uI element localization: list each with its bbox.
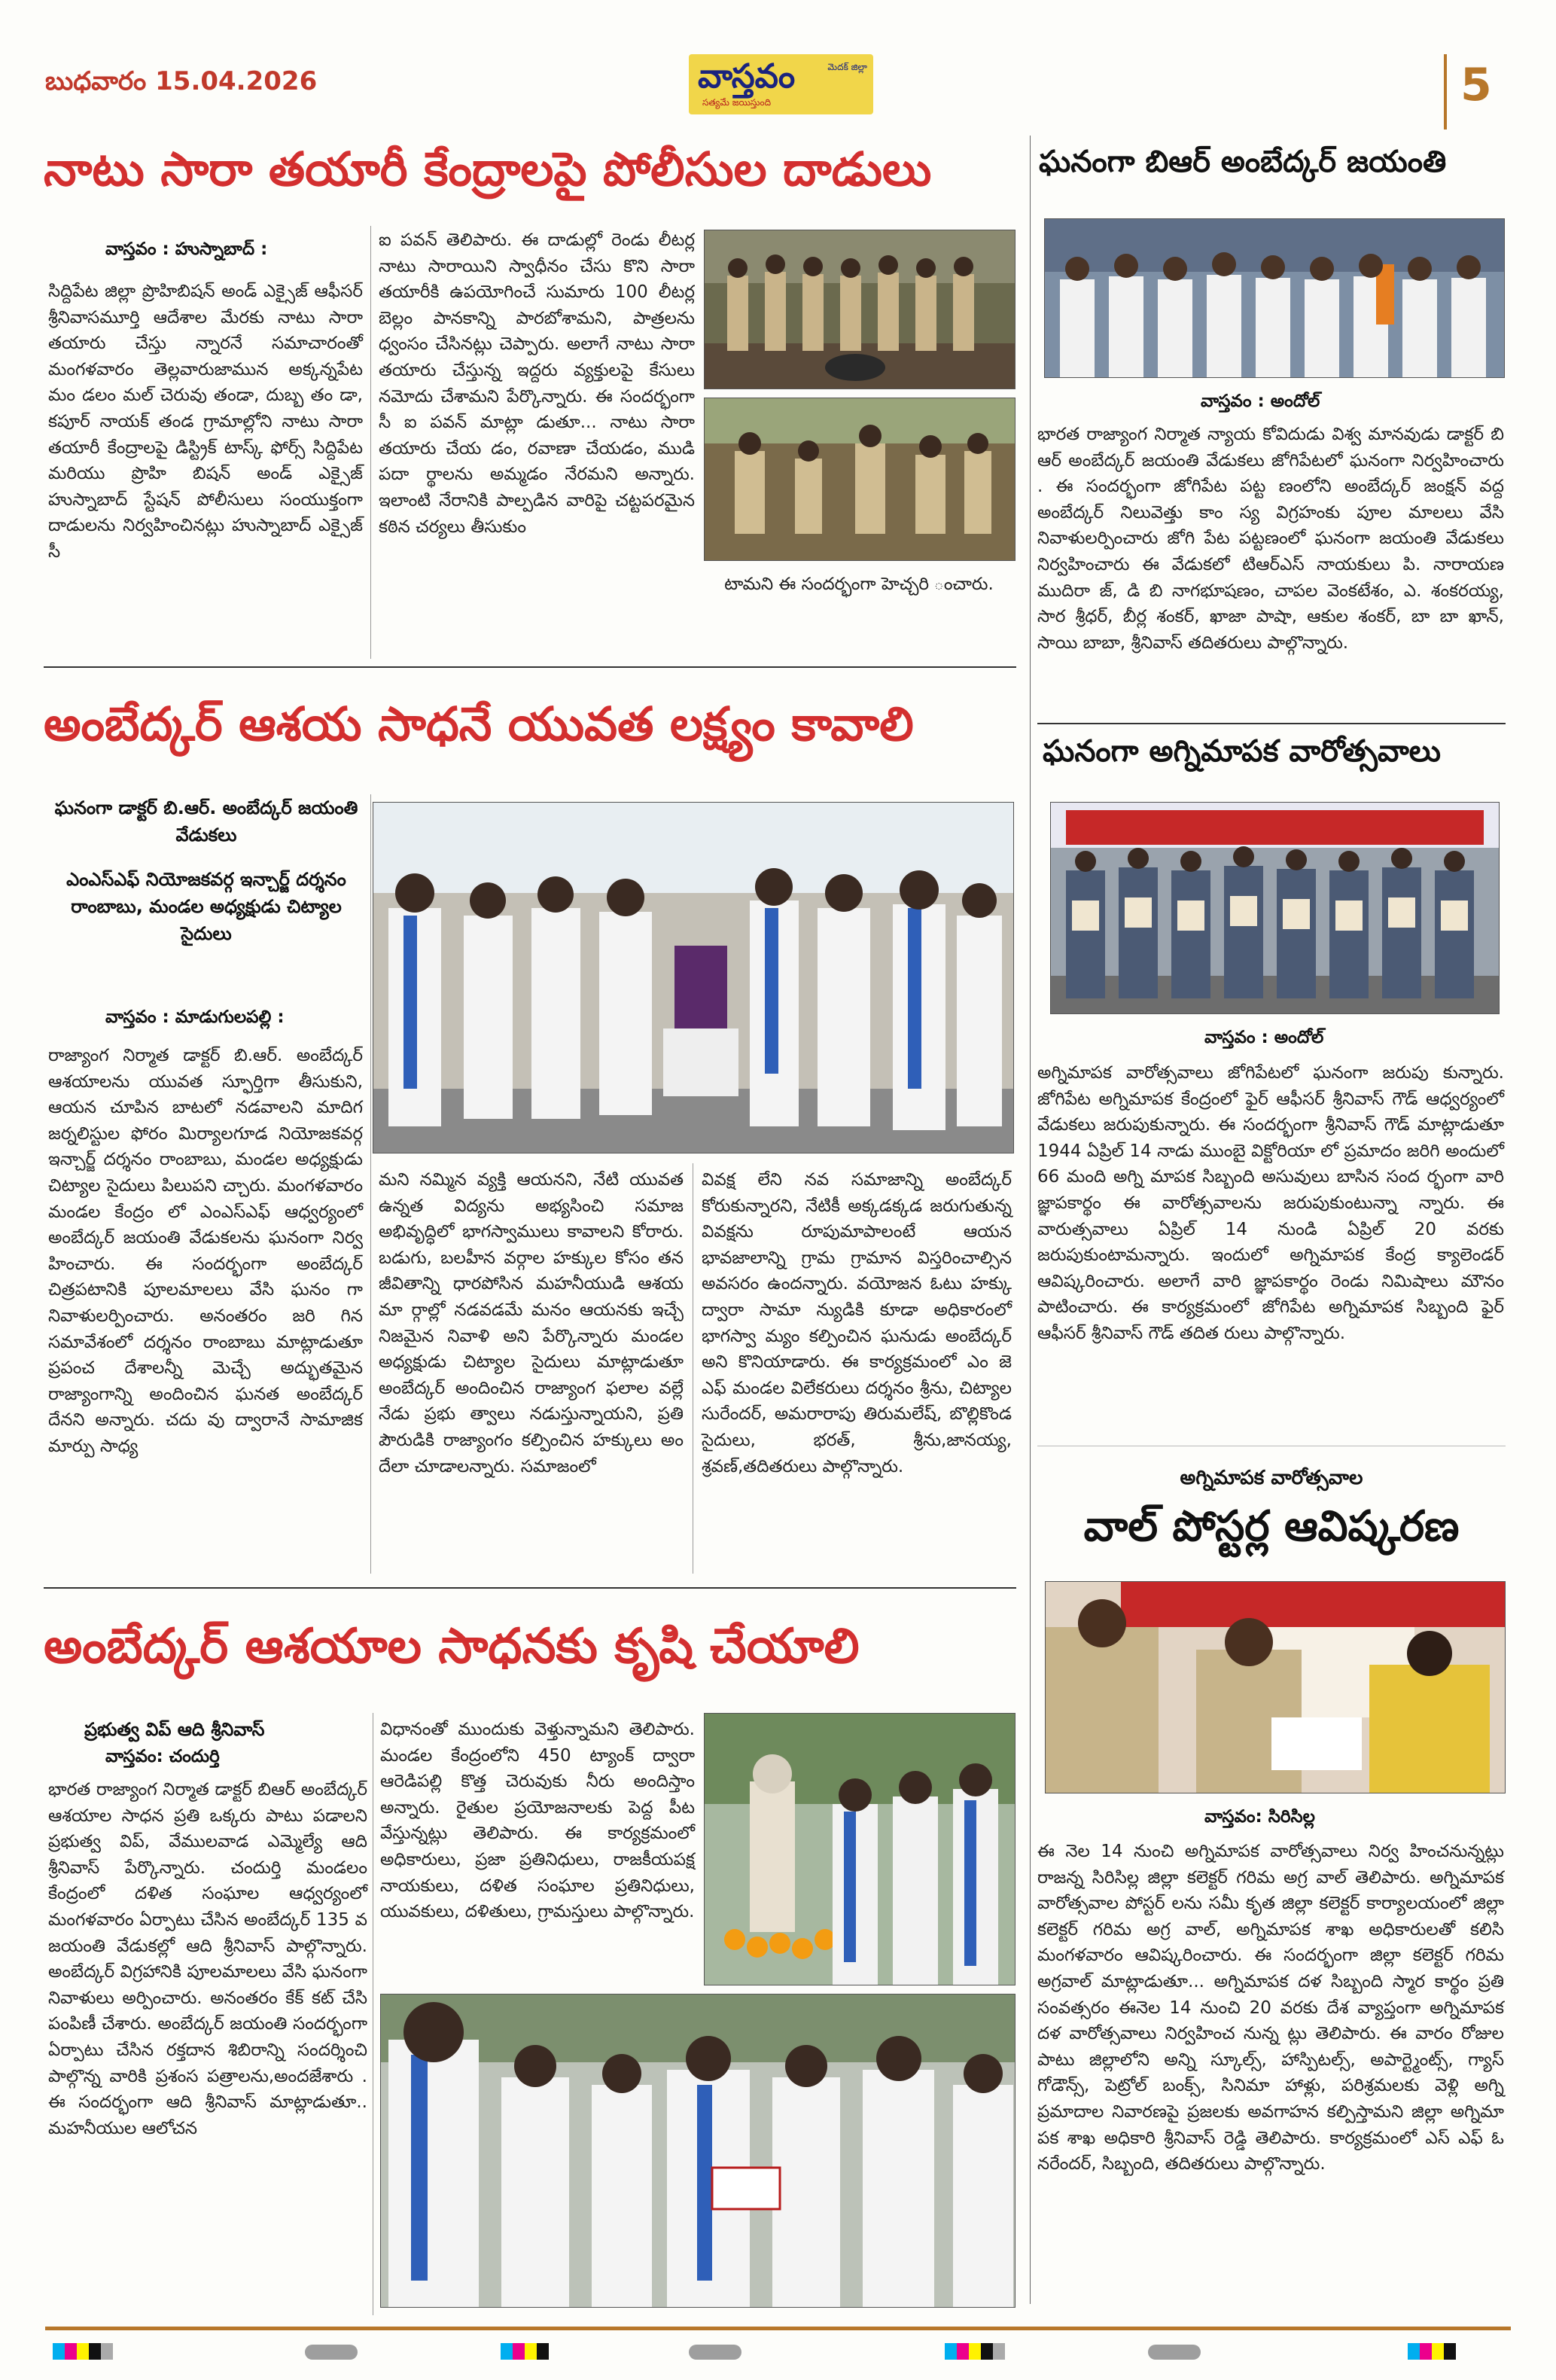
registration-mark [1148,2345,1201,2360]
story6-headline: అంబేద్కర్ ఆశయాల సాధనకు కృషి చేయాలి [44,1619,860,1675]
column-divider [370,794,371,1574]
story5-photo-poster-release [1045,1581,1506,1793]
story1-col1 [48,279,363,565]
registration-colour-bar [945,2343,1005,2360]
story5-body [1037,1839,1504,2177]
police-field-photo-illustration [705,398,1015,560]
story5-body-text: ఈ నెల 14 నుంచి అగ్నిమాపక వారోత్సవాలు నిర్వ హించనున్నట్లు రాజన్న సిరిసిల్ల జిల్లా కలెక్టర్ గరిమ అగ్ర వాల్ తెలిపారు. అగ్నిమాపక వారోత్సవాల పోస్టర్ లను సమీ కృత జిల్లా కలెక్టర్ కార్యాలయంలో జిల్లా కలెక్టర్ గరిమ అగ్ర వాల్, అగ్నిమాపక శాఖ అధికారులతో కలిసి మంగళవారం ఆవిష్కరించారు. ఈ సందర్భంగా జిల్లా కలెక్టర్ గరిమ అగ్రవాల్ మాట్లాడుతూ... అగ్నిమాపక దళ సిబ్బంది స్మార కార్థం ప్రతి సంవత్సరం ఈనెల 14 నుంచి 20 వరకు దేశ వ్యాప్తంగా అగ్నిమాపక దళ వారోత్సవాలు నిర్వహించ నున్న ట్లు తెలిపారు. ఈ వారం రోజుల పాటు జిల్లాలోని అన్ని స్కూల్స్, హాస్పిటల్స్, అపార్ట్మెంట్స్, గ్యాస్ గోడౌన్స్, పెట్రోల్ బంక్స్, సినిమా హాళ్లు, పరిశ్రమలకు వెళ్లి అగ్ని ప్రమాదాల నివారణపై ప్రజలకు అవగాహన కల్పిస్తామని జిల్లా అగ్నిమా పక శాఖ అధికారి శ్రీనివాస్ రెడ్డి తెలిపారు. కార్యక్రమంలో ఎస్ ఎఫ్ ఓ నరేందర్, సిబ్బంది, తదితరులు పాల్గొన్నారు. [1037,1842,1504,2174]
story1-caption: టామని ఈ సందర్భంగా హెచ్చరి ంచారు. [724,574,994,594]
story6-col2-text: విధానంతో ముందుకు వెళ్తున్నామని తెలిపారు. మండల కేంద్రంలోని 450 ట్యాంక్ ద్వారా ఆరెడిపల్లి కొత్త చెరువుకు నీరు అందిస్తాం అన్నారు. రైతుల ప్రయోజనాలకు పెద్ద పీట వేస్తున్నట్లు తెలిపారు. ఈ కార్యక్రమంలో అధికారులు, ప్రజా ప్రతినిధులు, రాజకీయపక్ష నాయకులు, దళిత సంఘాల ప్రతినిధులు, యువకులు, దళితులు, గ్రామస్తులు పాల్గొన్నారు. [380,1720,695,1922]
story3-col2-text: మని నమ్మిన వ్యక్తి ఆయనని, నేటి యువత ఉన్నత విద్యను అభ్యసించి సమాజ అభివృద్ధిలో భాగస్వాములు కావాలని కోరారు. బడుగు, బలహీన వర్గాల హక్కుల కోసం తన జీవితాన్ని ధారపోసిన మహనీయుడి ఆశయ మా ర్గాల్లో నడవడమే మనం ఆయనకు ఇచ్చే నిజమైన నివాళి అని పేర్కొన్నారు మండల అధ్యక్షుడు చిట్యాల సైదులు మాట్లాడుతూ అంబేద్కర్ అందించిన రాజ్యాంగ ఫలాల వల్లే నేడు ప్రభు త్వాలు నడుస్తున్నాయని, ప్రతి పౌరుడికి రాజ్యాంగం కల్పించిన హక్కులు అం దేలా చూడాలన్నారు. సమాజంలో [379,1170,684,1476]
fire-staff-photo-illustration [1051,803,1499,1013]
page-number-divider [1444,54,1447,130]
masthead-title: వాస్తవం [698,57,796,96]
statue-garland-photo-illustration [705,1714,1015,1985]
story6-col1-text: భారత రాజ్యాంగ నిర్మాత డాక్టర్ బిఆర్ అంబేద్కర్ ఆశయాల సాధన ప్రతి ఒక్కరు పాటు పడాలని ప్రభుత్వ విప్, వేములవాడ ఎమ్మెల్యే ఆది శ్రీనివాస్ పేర్కొన్నారు. చందుర్తి మండలం కేంద్రంలో దళిత సంఘాల ఆధ్వర్యంలో మంగళవారం ఏర్పాటు చేసిన అంబేద్కర్ 135 వ జయంతి వేడుకల్లో ఆది శ్రీనివాస్ పాల్గొన్నారు. అంబేద్కర్ విగ్రహానికి పూలమాలలు వేసి ఘనంగా నివాళులు అర్పించారు. అనంతరం కేక్ కట్ చేసి పంపిణీ చేశారు. అంబేద్కర్ జయంతి సందర్భంగా ఏర్పాటు చేసిన రక్తదాన శిబిరాన్ని సందర్శించి పాల్గొన్న వారికి ప్రశంస పత్రాలను,అందజేశారు . ఈ సందర్భంగా ఆది శ్రీనివాస్ మాట్లాడుతూ.. మహనీయుల ఆలోచన [48,1780,367,2138]
story6-photo-certificates [380,1994,1016,2308]
story1-photo-raid-team [704,230,1016,389]
column-divider [370,226,371,659]
story4-photo-fire-station [1050,802,1500,1014]
story4-dateline: వాస్తవం : అందోల్ [1204,1028,1324,1047]
story6-subhead: ప్రభుత్వ విప్ ఆది శ్రీనివాస్ [84,1719,265,1740]
police-group-photo-illustration [705,230,1015,389]
story2-body-text: భారత రాజ్యాంగ నిర్మాత న్యాయ కోవిదుడు విశ్వ మానవుడు డాక్టర్ బి ఆర్ అంబేద్కర్ జయంతి వేడుకలు జోగిపేటలో ఘనంగా నిర్వహించారు . ఈ సందర్భంగా జోగిపేట పట్ట ణంలోని అంబేద్కర్ జంక్షన్ వద్ద అంబేద్కర్ నిలువెత్తు కాం స్య విగ్రహంకు పూల మాలలు వేసి నివాళులర్పించారు జోగి పేట పట్టణంలో ఘనంగా జయంతి వేడుకలు నిర్వహించారు ఈ వేడుకలో టిఆర్ఎస్ నాయకులు పి. నారాయణ ముదిరా జ్, డి బి నాగభూషణం, చాపల వెంకటేశం, ఎ. శంకరయ్య, సార శ్రీధర్, బీర్ల శంకర్, ఖాజా పాషా, ఆకుల శంకర్, బా బా ఖాన్, సాయి బాబా, శ్రీనివాస్ తదితరులు పాల్గొన్నారు. [1037,425,1504,653]
section-rule [44,1587,1016,1589]
story3-col1 [48,1043,363,1460]
story4-body-text: అగ్నిమాపక వారోత్సవాలు జోగిపేటలో ఘనంగా జరుపు కున్నారు. జోగిపేట అగ్నిమాపక కేంద్రంలో ఫైర్ ఆఫీసర్ శ్రీనివాస్ గౌడ్ ఆధ్వర్యంలో వేడుకలు జరుపుకున్నారు. ఈ సందర్భంగా శ్రీనివాస్ గౌడ్ మాట్లాడుతూ 1944 ఏప్రిల్ 14 నాడు ముంబై విక్టోరియా లో ప్రమాదం జరిగి అందులో 66 మంది అగ్ని మాపక సిబ్బంది అసువులు బాసిన సంద ర్భంగా వారి జ్ఞాపకార్థం ఈ వారోత్సవాలను జరుపుకుంటున్నా న్నారు. ఈ వారుత్సవాలు ఏప్రిల్ 14 నుండి ఏప్రిల్ 20 వరకు జరుపుకుంటామన్నారు. ఇందులో అగ్నిమాపక కేంద్ర క్యాలెండర్ ఆవిష్కరించారు. అలాగే వారి జ్ఞాపకార్థం రెండు నిమిషాలు మౌనం పాటించారు. ఈ కార్యక్రమంలో జోగిపేట అగ్నిమాపక సిబ్బంది ఫైర్ ఆఫీసర్ శ్రీనివాస్ గౌడ్ తదిత రులు పాల్గొన్నారు. [1037,1063,1504,1343]
section-rule [44,666,1016,668]
story1-headline: నాటు సారా తయారీ కేంద్రాలపై పోలీసుల దాడులు [44,142,932,197]
story1-photo-destroying-wash [704,398,1016,561]
story2-body [1037,422,1504,656]
masthead-logo [689,54,873,114]
story3-headline: అంబేద్కర్ ఆశయ సాధనే యువత లక్ష్యం కావాలి [44,696,914,751]
story1-col1-text: సిద్దిపేట జిల్లా ప్రొహిబిషన్ అండ్ ఎక్సైజ్ ఆఫీసర్ శ్రీనివాసమూర్తి ఆదేశాల మేరకు నాటు సారా తయారు చేస్తు న్నారనే సమాచారంతో మంగళవారం తెల్లవారుజామున అక్కన్నపేట మం డలం మల్ చెరువు తండా, దుబ్బ తం డా, కపూర్ నాయక్ తండ గ్రామాల్లోని నాటు సారా తయారీ కేంద్రాలపై డిస్ట్రిక్ టాస్క్ ఫోర్స్ సిద్దిపేట మరియు ప్రొహి బిషన్ అండ్ ఎక్సైజ్ హుస్నాబాద్ స్టేషన్ పోలీసులు సంయుక్తంగా దాడులను నిర్వహించినట్లు హుస్నాబాద్ ఎక్సైజ్ సీ [48,282,363,562]
registration-mark [689,2345,741,2360]
registration-mark [305,2345,358,2360]
story3-photo-mjf-celebration [373,802,1014,1153]
story3-subhead1: ఘనంగా డాక్టర్ బి.ఆర్. అంబేద్కర్ జయంతి వేడుకలు [54,797,358,846]
poster-release-photo-illustration [1046,1582,1505,1793]
story1-col2 [379,227,695,540]
issue-date: బుధవారం 15.04.2026 [45,66,318,96]
story2-headline: ఘనంగా బిఆర్ అంబేద్కర్ జయంతి [1039,145,1447,179]
story1-col2-text: ఐ పవన్ తెలిపారు. ఈ దాడుల్లో రెండు లీటర్ల నాటు సారాయిని స్వాధీనం చేసు కొని సారా తయారీకి ఉపయోగించే సుమారు 100 లీటర్ల బెల్లం పానకాన్ని పారబోశామని, పాత్రలను ధ్వంసం చేసినట్లు చెప్పారు. అలాగే నాటు సారా తయారు చేస్తున్న ఇద్దరు వ్యక్తులపై కేసులు నమోదు చేశామని పేర్కొన్నారు. ఈ సందర్భంగా సీ ఐ పవన్ మాట్లా డుతూ... నాటు సారా తయారు చేయ డం, రవాణా చేయడం, ముడి పదా ర్థాలను అమ్మడం నేరమని అన్నారు. ఇలాంటి నేరానికి పాల్పడిన వారిపై చట్టపరమైన కఠిన చర్యలు తీసుకుం [379,230,695,537]
story6-photo-statue-garland [704,1713,1016,1985]
group-photo-illustration [1045,219,1504,377]
registration-colour-bar [1408,2343,1456,2360]
story5-headline: వాల్ పోస్టర్ల ఆవిష్కరణ [1083,1502,1460,1551]
story5-kicker: అగ్నిమాపక వారోత్సవాల [1180,1467,1363,1489]
story6-col2 [380,1717,695,1925]
certificate-distribution-photo-illustration [381,1995,1015,2307]
masthead-tagline: సత్యమే జయిస్తుంది [702,97,772,108]
page-number: 5 [1460,59,1492,111]
story5-dateline: వాస్తవం: సిరిసిల్ల [1204,1807,1315,1827]
story4-body [1037,1060,1504,1347]
masthead-edition: మెదక్ జిల్లా [827,62,867,72]
footer-rule [45,2327,1511,2330]
story4-headline: ఘనంగా అగ్నిమాపక వారోత్సవాలు [1043,734,1441,769]
celebration-photo-illustration [373,803,1013,1153]
story3-dateline: వాస్తవం : మాడుగులపల్లి : [105,1007,285,1027]
story3-subhead2: ఎంఎస్ఎఫ్ నియోజకవర్గ ఇన్చార్జ్ దర్శనం రాంబాబు, మండల అధ్యక్షుడు చిట్యాల సైదులు [66,869,346,944]
right-column-divider [1030,136,1031,2304]
story2-dateline: వాస్తవం : అందోల్ [1201,392,1320,411]
story3-col1-text: రాజ్యాంగ నిర్మాత డాక్టర్ బి.ఆర్. అంబేద్కర్ ఆశయాలను యువత స్ఫూర్తిగా తీసుకుని, ఆయన చూపిన బాటలో నడవాలని మాదిగ జర్నలిస్టుల ఫోరం మిర్యాలగూడ నియోజకవర్గ ఇన్చార్జ్ దర్శనం రాంబాబు, మండల అధ్యక్షుడు చిట్యాల సైదులు పిలుపని చ్చారు. మంగళవారం మండల కేంద్రం లో ఎంఎస్ఎఫ్ ఆధ్వర్యంలో అంబేద్కర్ జయంతి వేడుకలను ఘనంగా నిర్వ హించారు. ఈ సందర్భంగా అంబేద్కర్ చిత్రపటానికి పూలమాలలు వేసి ఘనం గా నివాళులర్పించారు. అనంతరం జరి గిన సమావేశంలో దర్శనం రాంబాబు మాట్లాడుతూ ప్రపంచ దేశాలన్నీ మెచ్చే అద్భుతమైన రాజ్యాంగాన్ని అందించిన ఘనత అంబేద్కర్ దేనని అన్నారు. చదు వు ద్వారానే సామాజిక మార్పు సాధ్య [48,1046,363,1456]
registration-colour-bar [501,2343,549,2360]
story3-col3 [702,1167,1012,1480]
section-rule [1037,723,1506,724]
story3-col2 [379,1167,684,1480]
story2-photo-ambedkar-jayanti [1044,218,1505,378]
story6-col1 [48,1777,367,2141]
registration-colour-bar [53,2343,113,2360]
story1-dateline: వాస్తవం : హుస్నాబాద్ : [105,239,268,259]
story6-dateline: వాస్తవం: చందుర్తి [105,1747,220,1766]
story3-col3-text: వివక్ష లేని నవ సమాజాన్ని అంబేద్కర్ కోరుకున్నారని, నేటికీ అక్కడక్కడ జరుగుతున్న వివక్షను రూపుమాపాలంటే ఆయన భావజాలాన్ని గ్రామ గ్రామాన విస్తరించాల్సిన అవసరం ఉందన్నారు. వయోజన ఓటు హక్కు ద్వారా సామా న్యుడికి కూడా అధికారంలో భాగస్వా మ్యం కల్పించిన ఘనుడు అంబేద్కర్ అని కొనియాడారు. ఈ కార్యక్రమంలో ఎం జె ఎఫ్ మండల విలేకరులు దర్శనం శ్రీను, చిట్యాల సురేందర్, అమరారాపు తిరుమలేష్, బొల్లికొండ సైదులు, భరత్, శ్రీను,జానయ్య, శ్రవణ్,తదితరులు పాల్గొన్నారు. [702,1170,1012,1476]
